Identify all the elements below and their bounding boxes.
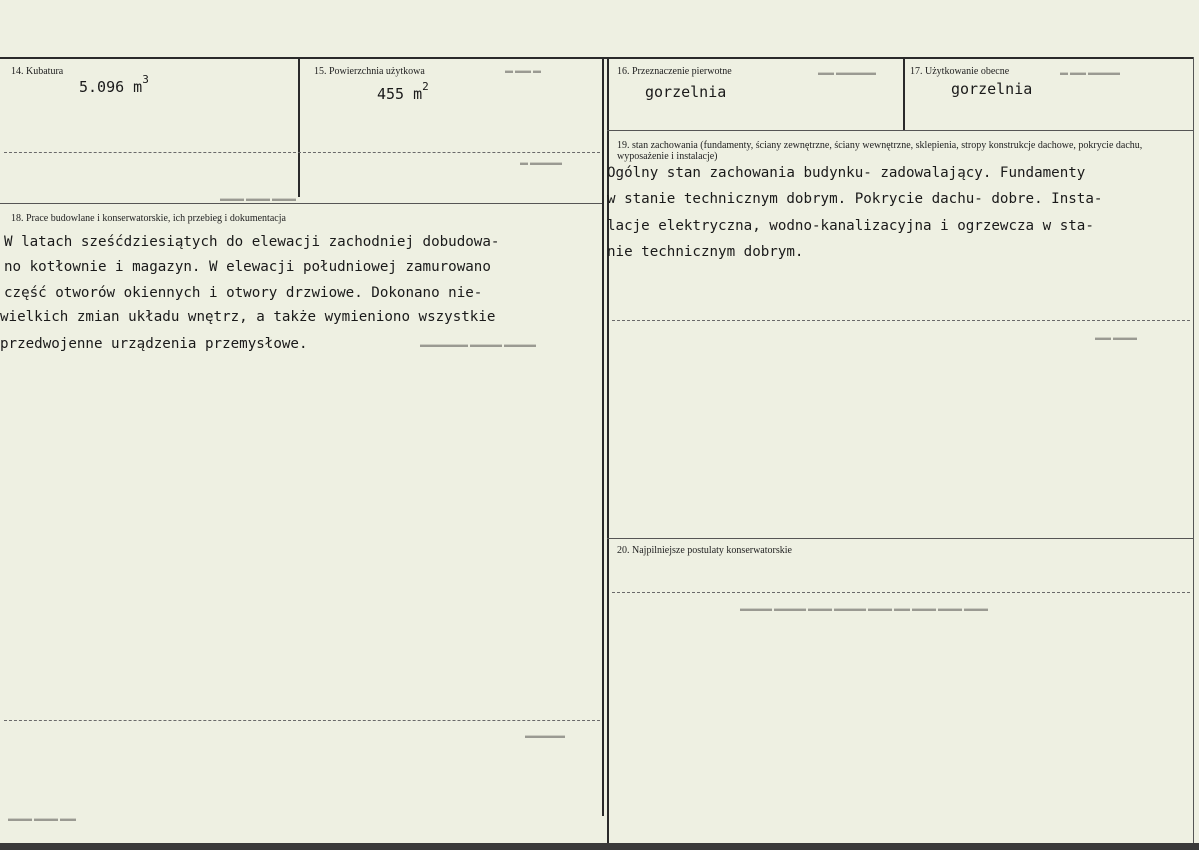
field16-label: 16. Przeznaczenie pierwotne (617, 66, 732, 77)
kubatura-value: 5.096 m (79, 78, 143, 96)
field17-label: 17. Użytkowanie obecne (910, 66, 1010, 77)
field20-mid-rule (612, 592, 1190, 593)
field19-mid-rule (612, 320, 1190, 321)
field19-line: w stanie technicznym dobrym. Pokrycie dachu- dobre. Insta- (607, 191, 1103, 207)
field14-15-divider (298, 57, 300, 197)
powierzchnia-unit-exponent: 2 (422, 80, 429, 93)
field19-line: nie technicznym dobrym. (607, 244, 804, 260)
bleed-through-mark: ▬▬▬ ▬▬ (1095, 333, 1137, 342)
field18-bottom-rule (4, 720, 600, 721)
right-edge-rule (1193, 57, 1194, 843)
field14-label: 14. Kubatura (11, 66, 64, 77)
bleed-through-mark: ▬▬ ▬▬▬ ▬▬▬ (8, 814, 76, 823)
bleed-through-mark: ▬▬▬▬ ▬ (520, 158, 562, 167)
field19-label: 19. stan zachowania (fundamenty, ściany zewnętrzne, ściany wewnętrzne, sklepienia, stropy konstrukcje dachowe, pokrycie dachu, wyposażenie i instalacje) (617, 140, 1143, 162)
kubatura-unit-exponent: 3 (142, 73, 149, 86)
powierzchnia-value: 455 m (377, 85, 423, 103)
bleed-through-mark: ▬▬▬▬ ▬▬▬▬ ▬▬▬▬▬▬ (420, 340, 536, 349)
top-rule (0, 57, 1193, 59)
bleed-through-mark: ▬▬▬ ▬▬▬ ▬▬▬ ▬▬ ▬▬▬ ▬▬▬▬ ▬▬▬ ▬▬▬▬ ▬▬▬▬ (740, 604, 988, 613)
field18-line: część otworów okiennych i otwory drzwiowe. Dokonano nie- (4, 285, 483, 301)
bleed-through-mark: ▬▬▬▬▬ ▬▬ (818, 68, 876, 77)
field15-label: 15. Powierzchnia użytkowa (314, 66, 425, 77)
field16-value: gorzelnia (645, 83, 727, 101)
field18-top-rule (0, 203, 602, 204)
field14-value (79, 73, 149, 96)
left-column-divider (602, 57, 604, 816)
bleed-through-mark: ▬▬▬ ▬▬▬ ▬▬▬ (220, 194, 296, 203)
field20-top-rule (607, 538, 1193, 539)
field17-value: gorzelnia (951, 80, 1033, 98)
field19-line: Ogólny stan zachowania budynku- zadowalający. Fundamenty (607, 165, 1086, 181)
field20-label: 20. Najpilniejsze postulaty konserwatorskie (617, 545, 792, 556)
field14-mid-rule (4, 152, 600, 153)
field18-line: wielkich zmian układu wnętrz, a także wymieniono wszystkie (0, 309, 496, 325)
bleed-through-mark: ▬▬▬▬▬ (525, 731, 565, 740)
field18-line: W latach sześćdziesiątych do elewacji zachodniej dobudowa- (4, 234, 500, 250)
field16-bottom-rule (607, 130, 1193, 131)
bleed-through-mark: ▬▬▬▬ ▬▬ ▬ (1060, 68, 1120, 77)
field16-17-divider (903, 57, 905, 130)
field18-line: no kotłownie i magazyn. W elewacji południowej zamurowano (4, 259, 491, 275)
field15-value (377, 80, 429, 103)
field19-line: lacje elektryczna, wodno-kanalizacyjna i ogrzewcza w sta- (607, 218, 1094, 234)
scan-bottom-edge (0, 843, 1199, 850)
field18-label: 18. Prace budowlane i konserwatorskie, ich przebieg i dokumentacja (11, 213, 286, 224)
field18-line: przedwojenne urządzenia przemysłowe. (0, 336, 308, 352)
bleed-through-mark: ▬ ▬▬ ▬ (505, 66, 541, 75)
